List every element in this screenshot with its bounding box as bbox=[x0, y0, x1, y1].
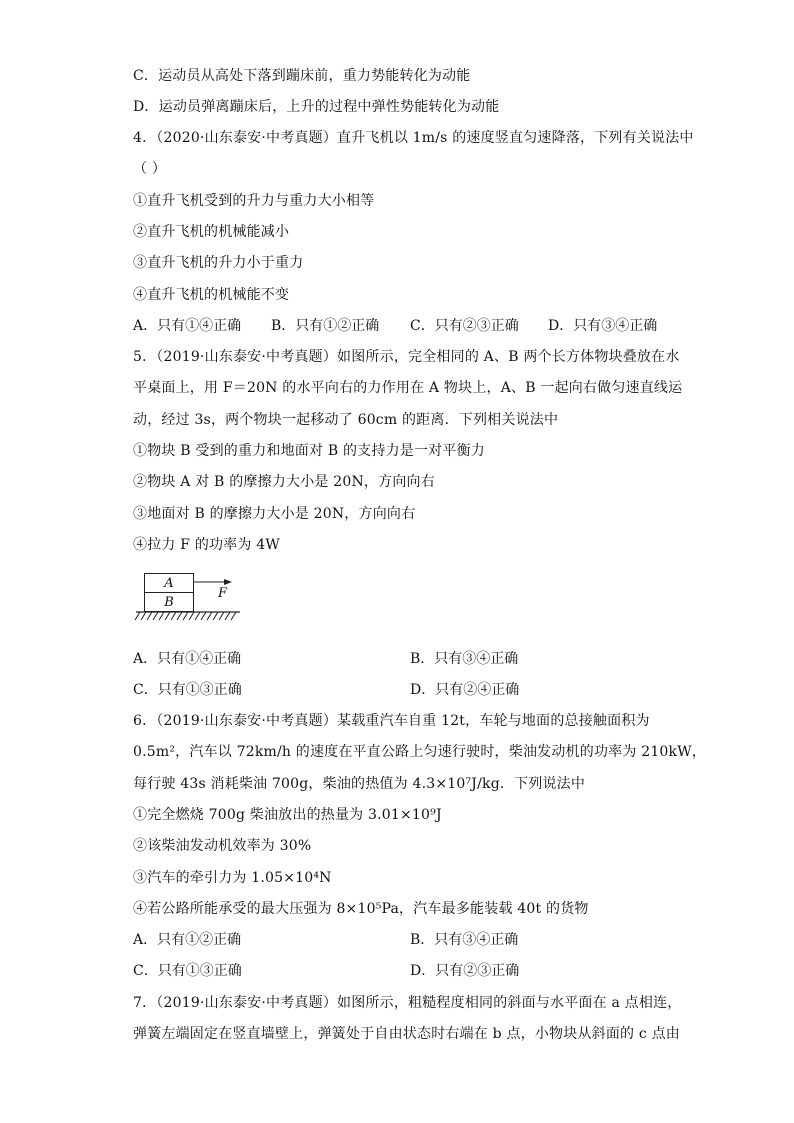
question-6-option-d: D．只有②③正确 bbox=[410, 963, 520, 979]
question-6-stem-line-2: 0.5m²，汽车以 72km/h 的速度在平直公路上匀速行驶时，柴油发动机的功率为 210kW， bbox=[133, 744, 707, 760]
block-b: B bbox=[144, 592, 194, 612]
question-4-statement-4: ④直升飞机的机械能不变 bbox=[133, 287, 290, 303]
question-4-statement-2: ②直升飞机的机械能减小 bbox=[133, 224, 290, 240]
question-5-stem-line-1: 5．（2019·山东泰安·中考真题）如图所示，完全相同的 A、B 两个长方体物块叠放在水 bbox=[133, 349, 680, 365]
question-4-option-a: A．只有①④正确 bbox=[133, 318, 242, 334]
question-6-statement-2: ②该柴油发动机效率为 30% bbox=[133, 838, 312, 854]
question-6-stem-line-1: 6．（2019·山东泰安·中考真题）某载重汽车自重 12t，车轮与地面的总接触面积为 bbox=[133, 713, 650, 729]
question-6-option-a: A．只有①②正确 bbox=[133, 932, 242, 948]
question-5-option-a: A．只有①④正确 bbox=[133, 651, 242, 667]
question-4-statement-1: ①直升飞机受到的升力与重力大小相等 bbox=[133, 193, 375, 209]
question-5-option-d: D．只有②④正确 bbox=[410, 682, 520, 698]
question-4-statement-3: ③直升飞机的升力小于重力 bbox=[133, 255, 304, 271]
ground-hatch bbox=[135, 612, 236, 620]
force-arrow-and-ground bbox=[132, 570, 244, 632]
question-6-statement-1: ①完全燃烧 700g 柴油放出的热量为 3.01×10⁹J bbox=[133, 807, 442, 823]
question-7-stem-line-2: 弹簧左端固定在竖直墙壁上，弹簧处于自由状态时右端在 b 点，小物块从斜面的 c 点由 bbox=[133, 1026, 681, 1042]
question-7-stem-line-1: 7．（2019·山东泰安·中考真题）如图所示，粗糙程度相同的斜面与水平面在 a 点相连， bbox=[133, 995, 682, 1011]
question-5-statement-4: ④拉力 F 的功率为 4W bbox=[133, 537, 280, 553]
question-4-paren: （ ） bbox=[133, 161, 167, 177]
question-4-stem: 4．（2020·山东泰安·中考真题）直升飞机以 1m/s 的速度竖直匀速降落，下列有关说法中 bbox=[133, 130, 694, 146]
question-5-option-b: B．只有③④正确 bbox=[410, 651, 519, 667]
question-4-option-b: B．只有①②正确 bbox=[271, 318, 380, 334]
blocks-figure bbox=[132, 570, 244, 632]
question-6-statement-4: ④若公路所能承受的最大压强为 8×10⁵Pa，汽车最多能装载 40t 的货物 bbox=[133, 901, 589, 917]
question-5-statement-2: ②物块 A 对 B 的摩擦力大小是 20N，方向向右 bbox=[133, 474, 435, 490]
question-5-stem-line-3: 动，经过 3s，两个物块一起移动了 60cm 的距离．下列相关说法中 bbox=[133, 412, 559, 428]
question-5-statement-3: ③地面对 B 的摩擦力大小是 20N，方向向右 bbox=[133, 506, 416, 522]
question-6-statement-3: ③汽车的牵引力为 1.05×10⁴N bbox=[133, 870, 332, 886]
question-6-option-b: B．只有③④正确 bbox=[410, 932, 519, 948]
block-a: A bbox=[144, 573, 194, 593]
question-6-stem-line-3: 每行驶 43s 消耗柴油 700g，柴油的热值为 4.3×10⁷J/kg．下列说法中 bbox=[133, 776, 586, 792]
question-5-option-c: C．只有①③正确 bbox=[133, 682, 242, 698]
question-5-stem-line-2: 平桌面上，用 F＝20N 的水平向右的力作用在 A 物块上，A、B 一起向右做匀速直线运 bbox=[133, 380, 683, 396]
force-label: F bbox=[218, 586, 228, 601]
option-d-line: D．运动员弹离蹦床后，上升的过程中弹性势能转化为动能 bbox=[133, 99, 500, 115]
question-4-option-c: C．只有②③正确 bbox=[410, 318, 519, 334]
question-6-option-c: C．只有①③正确 bbox=[133, 963, 242, 979]
arrow-head-icon bbox=[224, 579, 232, 585]
option-c-line: C．运动员从高处下落到蹦床前，重力势能转化为动能 bbox=[133, 68, 471, 84]
question-5-statement-1: ①物块 B 受到的重力和地面对 B 的支持力是一对平衡力 bbox=[133, 443, 485, 459]
question-4-option-d: D．只有③④正确 bbox=[548, 318, 658, 334]
